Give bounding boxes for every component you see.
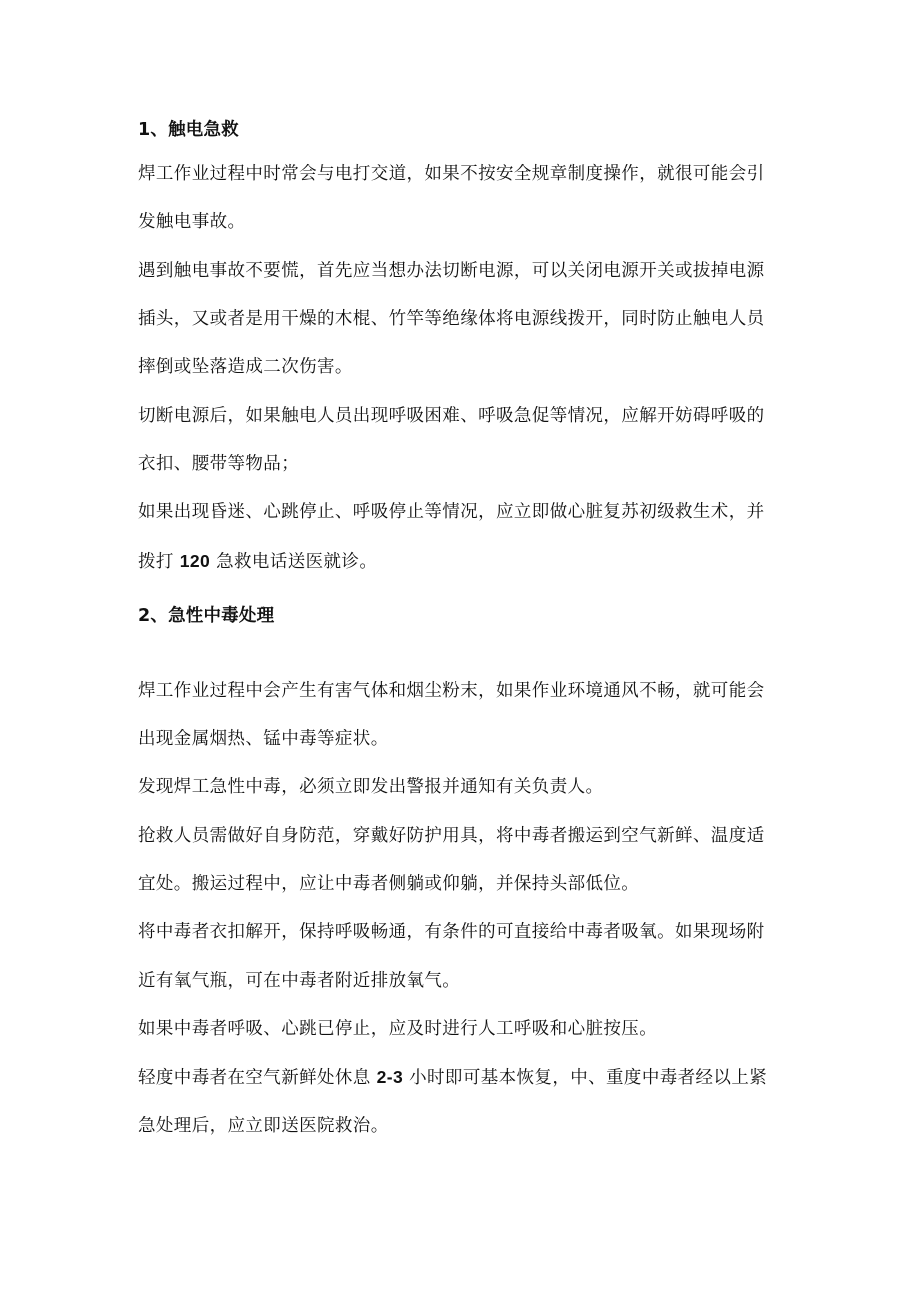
section-2-paragraph-2-line-1: 发现焊工急性中毒，必须立即发出警报并通知有关负责人。 xyxy=(138,777,604,797)
text-segment: 小时即可基本恢复，中、重度中毒者经以上紧 xyxy=(403,1068,768,1088)
section-1-paragraph-3-line-1: 切断电源后，如果触电人员出现呼吸困难、呼吸急促等情况，应解开妨碍呼吸的 xyxy=(138,406,765,426)
section-2-paragraph-5-line-1: 如果中毒者呼吸、心跳已停止，应及时进行人工呼吸和心脏按压。 xyxy=(138,1019,658,1039)
section-1-paragraph-1-line-1: 焊工作业过程中时常会与电打交道，如果不按安全规章制度操作，就很可能会引 xyxy=(138,164,765,184)
section-1-paragraph-3-line-2: 衣扣、腰带等物品； xyxy=(138,454,300,474)
section-2-paragraph-3-line-1: 抢救人员需做好自身防范，穿戴好防护用具，将中毒者搬运到空气新鲜、温度适 xyxy=(138,826,765,846)
section-1-paragraph-2-line-3: 摔倒或坠落造成二次伤害。 xyxy=(138,357,353,377)
section-2-paragraph-1-line-2: 出现金属烟热、锰中毒等症状。 xyxy=(138,729,389,749)
section-1-paragraph-2-line-1: 遇到触电事故不要慌，首先应当想办法切断电源，可以关闭电源开关或拔掉电源 xyxy=(138,261,765,281)
text-segment: 拨打 xyxy=(138,552,180,572)
emergency-number: 120 xyxy=(179,551,211,571)
section-2-paragraph-4-line-2: 近有氧气瓶，可在中毒者附近排放氧气。 xyxy=(138,971,461,991)
section-2-heading: 2、急性中毒处理 xyxy=(138,606,275,626)
section-2-paragraph-4-line-1: 将中毒者衣扣解开，保持呼吸畅通，有条件的可直接给中毒者吸氧。如果现场附 xyxy=(138,922,765,942)
text-segment: 急救电话送医就诊。 xyxy=(210,552,378,572)
text-segment: 轻度中毒者在空气新鲜处休息 xyxy=(138,1068,377,1088)
section-2-paragraph-6-line-1 xyxy=(138,1065,788,1090)
section-1-paragraph-2-line-2: 插头，又或者是用干燥的木棍、竹竿等绝缘体将电源线拨开，同时防止触电人员 xyxy=(138,309,765,329)
section-1-paragraph-1-line-2: 发触电事故。 xyxy=(138,212,246,232)
section-2-paragraph-3-line-2: 宜处。搬运过程中，应让中毒者侧躺或仰躺，并保持头部低位。 xyxy=(138,874,640,894)
rest-hours-number: 2-3 xyxy=(376,1067,404,1087)
section-1-heading: 1、触电急救 xyxy=(138,120,239,140)
section-2-paragraph-1-line-1: 焊工作业过程中会产生有害气体和烟尘粉末，如果作业环境通风不畅，就可能会 xyxy=(138,681,765,701)
section-1-paragraph-4-line-2 xyxy=(138,549,788,574)
section-2-paragraph-6-line-2: 急处理后，应立即送医院救治。 xyxy=(138,1116,389,1136)
section-1-paragraph-4-line-1: 如果出现昏迷、心跳停止、呼吸停止等情况，应立即做心脏复苏初级救生术，并 xyxy=(138,502,765,522)
